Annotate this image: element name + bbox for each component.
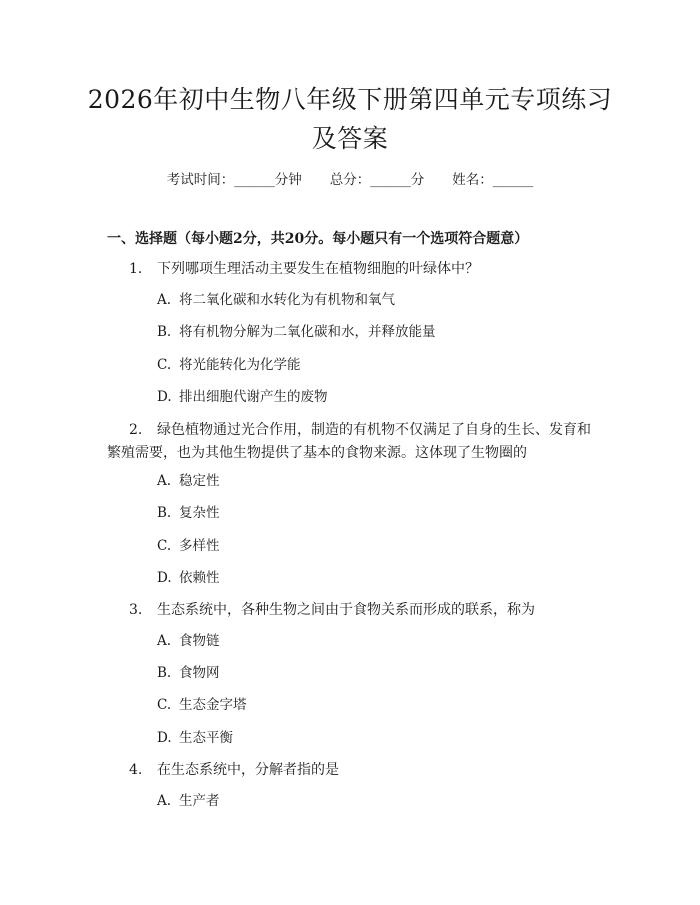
option-text: 食物网 bbox=[179, 665, 220, 681]
option-letter: A. bbox=[157, 292, 172, 308]
option-3d bbox=[157, 728, 233, 748]
option-text: 稳定性 bbox=[179, 473, 220, 489]
option-text: 生产者 bbox=[179, 793, 220, 809]
option-text: 多样性 bbox=[179, 538, 220, 554]
question-text: 生态系统中，各种生物之间由于食物关系而形成的联系，称为 bbox=[157, 602, 535, 618]
section-heading: 一、选择题（每小题2分，共20分。每小题只有一个选项符合题意） bbox=[107, 231, 529, 247]
question-number: 2. bbox=[129, 422, 143, 438]
option-1c bbox=[157, 355, 301, 375]
question-text: 绿色植物通过光合作用，制造的有机物不仅满足了自身的生长、发育和繁殖需要，也为其他生物提供了基本的食物来源。这体现了生物圈的 bbox=[107, 422, 591, 461]
option-letter: C. bbox=[157, 697, 172, 713]
option-1a bbox=[157, 290, 395, 310]
option-3a bbox=[157, 631, 220, 651]
option-text: 依赖性 bbox=[179, 570, 220, 586]
option-2c bbox=[157, 536, 220, 556]
option-text: 将二氧化碳和水转化为有机物和氧气 bbox=[179, 292, 395, 308]
option-letter: A. bbox=[157, 473, 172, 489]
option-letter: A. bbox=[157, 793, 172, 809]
question-number: 1. bbox=[129, 261, 143, 277]
option-letter: B. bbox=[157, 324, 172, 340]
page-title: 2026年初中生物八年级下册第四单元专项练习及答案 bbox=[87, 85, 613, 153]
option-2a bbox=[157, 471, 220, 491]
option-4a bbox=[157, 791, 220, 811]
option-text: 将有机物分解为二氧化碳和水，并释放能量 bbox=[179, 324, 436, 340]
question-number: 4. bbox=[129, 762, 143, 778]
option-2d bbox=[157, 568, 220, 588]
option-3c bbox=[157, 695, 247, 715]
option-text: 排出细胞代谢产生的废物 bbox=[179, 389, 328, 405]
option-text: 复杂性 bbox=[179, 505, 220, 521]
question-4 bbox=[107, 759, 595, 782]
option-letter: C. bbox=[157, 357, 172, 373]
option-letter: D. bbox=[157, 730, 172, 746]
option-letter: B. bbox=[157, 665, 172, 681]
option-letter: D. bbox=[157, 570, 172, 586]
option-letter: D. bbox=[157, 389, 172, 405]
option-text: 食物链 bbox=[179, 633, 220, 649]
option-text: 生态平衡 bbox=[179, 730, 233, 746]
option-2b bbox=[157, 503, 220, 523]
question-text: 下列哪项生理活动主要发生在植物细胞的叶绿体中？ bbox=[157, 261, 479, 277]
question-number: 3. bbox=[129, 602, 143, 618]
option-letter: B. bbox=[157, 505, 172, 521]
exam-meta bbox=[0, 168, 700, 188]
question-2 bbox=[107, 419, 595, 465]
option-letter: A. bbox=[157, 633, 172, 649]
question-text: 在生态系统中，分解者指的是 bbox=[157, 762, 339, 778]
option-letter: C. bbox=[157, 538, 172, 554]
exam-time-field: 考试时间：______分钟 bbox=[166, 172, 302, 188]
name-field: 姓名：______ bbox=[452, 172, 534, 188]
option-3b bbox=[157, 663, 220, 683]
option-1b bbox=[157, 322, 436, 342]
question-1 bbox=[107, 258, 595, 281]
option-text: 将光能转化为化学能 bbox=[179, 357, 301, 373]
option-1d bbox=[157, 387, 328, 407]
question-3 bbox=[107, 599, 595, 622]
total-score-field: 总分：______分 bbox=[329, 172, 425, 188]
option-text: 生态金字塔 bbox=[179, 697, 247, 713]
